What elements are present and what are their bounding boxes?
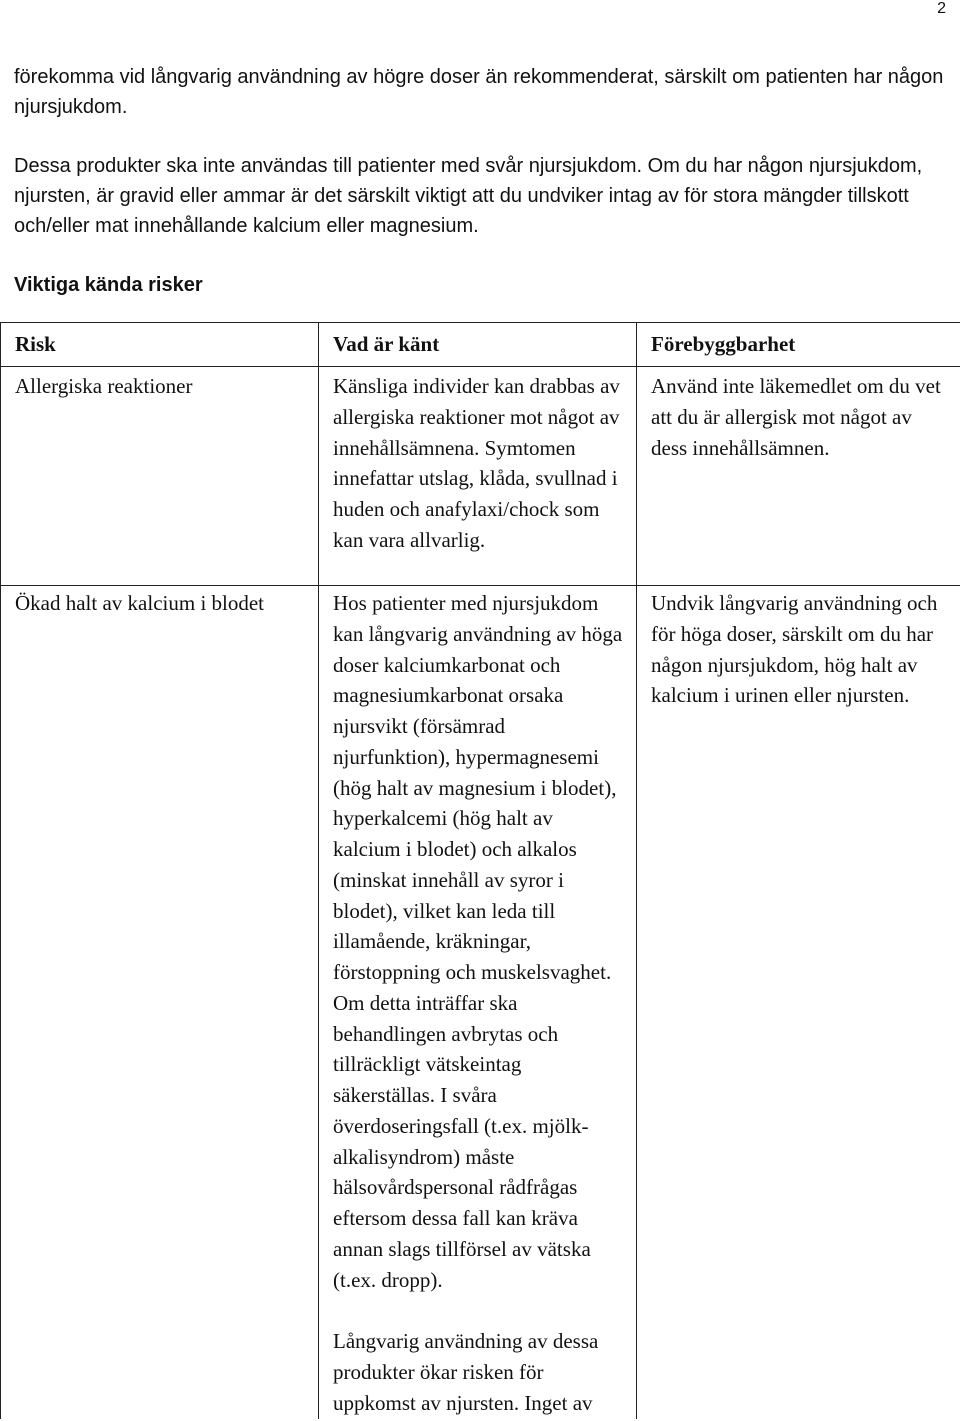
cell-known-paragraph: Långvarig användning av dessa produkter ökar risken för uppkomst av njursten. Inget av: [333, 1329, 599, 1415]
table-header-row: [1, 323, 960, 367]
cell-prevention: Undvik långvarig användning och för höga doser, särskilt om du har någon njursjukdom, hög halt av kalcium i urinen eller njursten.: [637, 586, 960, 1419]
document-body: [14, 62, 954, 300]
body-paragraph: Dessa produkter ska inte användas till patienter med svår njursjukdom. Om du har någon njursjukdom, njursten, är gravid eller ammar är det särskilt viktigt att du undviker intag av för stora mängder tillskott och/eller mat innehållande kalcium eller magnesium.: [14, 155, 923, 237]
cell-known-paragraph: Hos patienter med njursjukdom kan långvarig användning av höga doser kalciumkarbonat och magnesiumkarbonat orsaka njursvikt (försämrad njurfunktion), hypermagnesemi (hög halt av magnesium i blodet), hyperkalcemi (hög halt av kalcium i blodet) och alkalos (minskat innehåll av syror i blodet), vilket kan leda till illamående, kräkningar, förstoppning och muskelsvaghet. Om detta inträffar ska behandlingen avbrytas och tillräckligt vätskeintag säkerställas. I svåra överdoseringsfall (t.ex. mjölk-alkalisyndrom) måste hälsovårdspersonal rådfrågas eftersom dessa fall kan kräva annan slags tillförsel av vätska (t.ex. dropp).: [333, 591, 623, 1292]
cell-risk: Ökad halt av kalcium i blodet: [1, 586, 319, 1419]
cell-prevention: Använd inte läkemedlet om du vet att du är allergisk mot något av dess innehållsämnen.: [637, 367, 960, 586]
header-known: Vad är känt: [319, 323, 637, 367]
section-heading: Viktiga kända risker: [14, 274, 203, 296]
header-risk: Risk: [1, 323, 319, 367]
table-row: [1, 367, 960, 586]
table-row: [1, 586, 960, 1419]
cell-known-paragraph: Känsliga individer kan drabbas av allergiska reaktioner mot något av innehållsämnena. Symtomen innefattar utslag, klåda, svullnad i huden och anafylaxi/chock som kan vara allvarlig.: [333, 374, 620, 552]
cell-known: [319, 367, 637, 586]
risk-table: [0, 322, 960, 1419]
header-prevention: Förebyggbarhet: [637, 323, 960, 367]
cell-known: [319, 586, 637, 1419]
body-paragraph: förekomma vid långvarig användning av högre doser än rekommenderat, särskilt om patienten har någon njursjukdom.: [14, 66, 944, 118]
cell-risk: Allergiska reaktioner: [1, 367, 319, 586]
page-number: 2: [937, 0, 946, 17]
